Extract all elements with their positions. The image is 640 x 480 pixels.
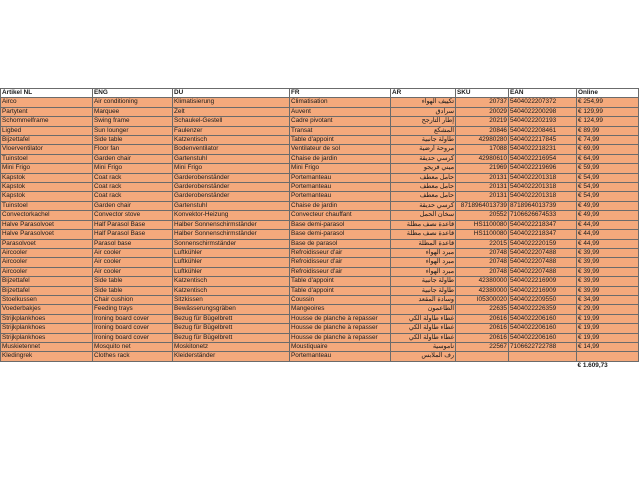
cell-du: Kleiderständer (173, 352, 290, 361)
cell-du: Moskitonetz (173, 342, 290, 351)
cell-artikel-nl: Strijkplankhoes (1, 324, 93, 333)
table-row (1, 286, 639, 295)
cell-eng: Half Parasol Base (93, 220, 173, 229)
cell-eng: Clothes rack (93, 352, 173, 361)
cell-online: € 39,99 (577, 267, 639, 276)
cell-sku: 20552 (456, 211, 509, 220)
cell-sku: 22015 (456, 239, 509, 248)
column-header-du: DU (173, 89, 290, 98)
header-row (1, 89, 639, 98)
cell-du: Bodenventilator (173, 145, 290, 154)
cell-sku: 42980280 (456, 136, 509, 145)
table-row (1, 324, 639, 333)
cell-ar: مبرد الهواء (391, 258, 456, 267)
cell-artikel-nl: Bijzettafel (1, 277, 93, 286)
cell-eng: Coat rack (93, 173, 173, 182)
cell-ar: غطاء طاولة الكي (391, 314, 456, 323)
cell-ean: 5404022200298 (509, 107, 577, 116)
cell-eng: Side table (93, 286, 173, 295)
table-row (1, 239, 639, 248)
cell-du: Klimatisierung (173, 98, 290, 107)
cell-du: Halber Sonnenschirmständer (173, 230, 290, 239)
cell-online: € 69,99 (577, 145, 639, 154)
cell-online: € 49,99 (577, 201, 639, 210)
cell-du: Katzentisch (173, 277, 290, 286)
cell-online: € 54,99 (577, 192, 639, 201)
table-row (1, 154, 639, 163)
table-body (1, 98, 639, 361)
cell-eng: Side table (93, 277, 173, 286)
cell-ean: 5404022216909 (509, 286, 577, 295)
cell-fr: Housse de planche à repasser (290, 314, 391, 323)
cell-du: Katzentisch (173, 136, 290, 145)
cell-ar: طاولة جانبية (391, 277, 456, 286)
column-header-fr: FR (290, 89, 391, 98)
cell-ar: كرسي حديقة (391, 201, 456, 210)
cell-du: Gartenstuhl (173, 201, 290, 210)
cell-artikel-nl: Stoelkussen (1, 295, 93, 304)
cell-ar: حامل معطف (391, 173, 456, 182)
cell-ean: 5404022216909 (509, 277, 577, 286)
cell-eng: Floor fan (93, 145, 173, 154)
cell-eng: Swing frame (93, 117, 173, 126)
cell-ar: سخان الحمل (391, 211, 456, 220)
cell-online: € 59,99 (577, 164, 639, 173)
cell-fr: Base demi-parasol (290, 230, 391, 239)
cell-online: € 89,99 (577, 126, 639, 135)
table-row (1, 192, 639, 201)
cell-fr: Base demi-parasol (290, 220, 391, 229)
cell-sku: 20131 (456, 192, 509, 201)
table-row (1, 248, 639, 257)
cell-ar: الطاعمون (391, 305, 456, 314)
cell-eng: Chair cushion (93, 295, 173, 304)
cell-fr: Auvent (290, 107, 391, 116)
cell-sku (456, 352, 509, 361)
cell-fr: Climatisation (290, 98, 391, 107)
cell-fr: Coussin (290, 295, 391, 304)
cell-du: Bezug für Bügelbrett (173, 324, 290, 333)
table-row (1, 164, 639, 173)
cell-artikel-nl: Aircooler (1, 267, 93, 276)
table-row (1, 117, 639, 126)
cell-online: € 44,99 (577, 220, 639, 229)
cell-online: € 14,99 (577, 342, 639, 351)
cell-online: € 39,99 (577, 286, 639, 295)
cell-du: Garderobenständer (173, 192, 290, 201)
cell-fr: Chaise de jardin (290, 201, 391, 210)
cell-fr: Portemanteau (290, 192, 391, 201)
cell-online: € 19,99 (577, 333, 639, 342)
cell-fr: Transat (290, 126, 391, 135)
cell-online: € 39,99 (577, 277, 639, 286)
cell-du: Garderobenständer (173, 173, 290, 182)
cell-ean: 5404022207488 (509, 248, 577, 257)
cell-ar: غطاء طاولة الكي (391, 333, 456, 342)
cell-fr: Housse de planche à repasser (290, 333, 391, 342)
cell-eng: Air cooler (93, 248, 173, 257)
cell-fr: Table d'appoint (290, 277, 391, 286)
cell-ean: 5404022201318 (509, 183, 577, 192)
cell-online: € 54,99 (577, 183, 639, 192)
cell-online: € 74,99 (577, 136, 639, 145)
cell-ean: 5404022207488 (509, 267, 577, 276)
cell-sku: 20131 (456, 183, 509, 192)
cell-artikel-nl: Schommelframe (1, 117, 93, 126)
cell-ar: غطاء طاولة الكي (391, 324, 456, 333)
cell-sku: 20616 (456, 333, 509, 342)
cell-sku: 20219 (456, 117, 509, 126)
cell-du: Luftkühler (173, 248, 290, 257)
cell-sku: I05300020 (456, 295, 509, 304)
cell-du: Garderobenständer (173, 183, 290, 192)
cell-ean: 5404022206160 (509, 333, 577, 342)
cell-fr: Convecteur chauffant (290, 211, 391, 220)
cell-du: Sonnenschirmständer (173, 239, 290, 248)
cell-ean: 5404022202193 (509, 117, 577, 126)
cell-artikel-nl: Vloerventilator (1, 145, 93, 154)
total-row (1, 361, 639, 370)
column-header-artikel-nl: Artikel NL (1, 89, 93, 98)
cell-du: Gartenstuhl (173, 154, 290, 163)
table-row (1, 107, 639, 116)
cell-ean: 8718964013739 (509, 201, 577, 210)
cell-ean: 5404022207488 (509, 258, 577, 267)
cell-du: Katzentisch (173, 286, 290, 295)
cell-ean: 5404022218347 (509, 230, 577, 239)
cell-sku: 17088 (456, 145, 509, 154)
cell-sku: 21969 (456, 164, 509, 173)
total-spacer (1, 361, 577, 370)
cell-sku: 20616 (456, 324, 509, 333)
cell-fr: Refroidisseur d'air (290, 248, 391, 257)
cell-sku: 22567 (456, 342, 509, 351)
cell-du: Luftkühler (173, 258, 290, 267)
cell-fr: Table d'appoint (290, 136, 391, 145)
cell-artikel-nl: Ligbed (1, 126, 93, 135)
table-row (1, 145, 639, 154)
cell-ar: إطار التأرجح (391, 117, 456, 126)
cell-fr: Portemanteau (290, 183, 391, 192)
cell-artikel-nl: Kapstok (1, 173, 93, 182)
cell-eng: Air cooler (93, 258, 173, 267)
column-header-ean: EAN (509, 89, 577, 98)
cell-artikel-nl: Partytent (1, 107, 93, 116)
cell-online: € 254,99 (577, 98, 639, 107)
cell-online: € 44,99 (577, 230, 639, 239)
cell-ar: مروحة أرضية (391, 145, 456, 154)
cell-du: Luftkühler (173, 267, 290, 276)
cell-fr: Moustiquaire (290, 342, 391, 351)
cell-ean: 5404022201318 (509, 173, 577, 182)
cell-du: Bezug für Bügelbrett (173, 333, 290, 342)
table-row (1, 333, 639, 342)
table-row (1, 295, 639, 304)
total-value: € 1.609,73 (577, 361, 639, 370)
cell-du: Bezug für Bügelbrett (173, 314, 290, 323)
cell-artikel-nl: Bijzettafel (1, 136, 93, 145)
cell-artikel-nl: Mini Frigo (1, 164, 93, 173)
cell-du: Zelt (173, 107, 290, 116)
cell-du: Faulenzer (173, 126, 290, 135)
cell-fr: Portemanteau (290, 352, 391, 361)
cell-artikel-nl: Bijzettafel (1, 286, 93, 295)
cell-ean (509, 352, 577, 361)
cell-eng: Garden chair (93, 201, 173, 210)
cell-online: € 39,99 (577, 248, 639, 257)
cell-eng: Half Parasol Base (93, 230, 173, 239)
table-row (1, 258, 639, 267)
cell-eng: Feeding trays (93, 305, 173, 314)
cell-artikel-nl: Tuinstoel (1, 154, 93, 163)
cell-ean: 7106622722788 (509, 342, 577, 351)
cell-fr: Cadre pivotant (290, 117, 391, 126)
cell-ean: 5404022218231 (509, 145, 577, 154)
cell-sku: 20846 (456, 126, 509, 135)
cell-du: Bewässerungsgräben (173, 305, 290, 314)
cell-ean: 5404022209550 (509, 295, 577, 304)
cell-online: € 49,99 (577, 211, 639, 220)
cell-ar: طاولة جانبية (391, 136, 456, 145)
cell-online: € 19,99 (577, 314, 639, 323)
table-row (1, 98, 639, 107)
cell-ar: كرسي حديقة (391, 154, 456, 163)
cell-artikel-nl: Aircooler (1, 248, 93, 257)
table-row (1, 183, 639, 192)
cell-eng: Side table (93, 136, 173, 145)
cell-eng: Air cooler (93, 267, 173, 276)
cell-ean: 5404022226359 (509, 305, 577, 314)
cell-ar: حامل معطف (391, 192, 456, 201)
cell-eng: Mini Frigo (93, 164, 173, 173)
cell-ar: مبرد الهواء (391, 248, 456, 257)
cell-online: € 29,99 (577, 305, 639, 314)
cell-du: Halber Sonnenschirmständer (173, 220, 290, 229)
cell-artikel-nl: Halve Parasolvoet (1, 220, 93, 229)
cell-sku: 20748 (456, 267, 509, 276)
cell-artikel-nl: Strijkplankhoes (1, 314, 93, 323)
cell-ean: 5404022201318 (509, 192, 577, 201)
cell-sku: 42980610 (456, 154, 509, 163)
cell-sku: 20131 (456, 173, 509, 182)
cell-du: Mini Frigo (173, 164, 290, 173)
cell-sku: 22635 (456, 305, 509, 314)
table-row (1, 136, 639, 145)
table-row (1, 305, 639, 314)
cell-eng: Ironing board cover (93, 314, 173, 323)
cell-online: € 19,99 (577, 324, 639, 333)
cell-ean: 5404022219696 (509, 164, 577, 173)
cell-du: Sitzkissen (173, 295, 290, 304)
cell-ar: ميني فريجو (391, 164, 456, 173)
cell-fr: Mangeoires (290, 305, 391, 314)
cell-artikel-nl: Halve Parasolvoet (1, 230, 93, 239)
table-row (1, 126, 639, 135)
cell-fr: Table d'appoint (290, 286, 391, 295)
cell-eng: Parasol base (93, 239, 173, 248)
table-row (1, 342, 639, 351)
cell-eng: Ironing board cover (93, 333, 173, 342)
cell-ar: ناموسية (391, 342, 456, 351)
table-row (1, 230, 639, 239)
cell-eng: Air conditioning (93, 98, 173, 107)
cell-fr: Chaise de jardin (290, 154, 391, 163)
cell-ar: سرادق (391, 107, 456, 116)
cell-ean: 7106626674533 (509, 211, 577, 220)
table-row (1, 201, 639, 210)
cell-artikel-nl: Aircooler (1, 258, 93, 267)
cell-artikel-nl: Kapstok (1, 183, 93, 192)
cell-eng: Mosquito net (93, 342, 173, 351)
cell-sku: HS1100080 (456, 220, 509, 229)
table-row (1, 173, 639, 182)
cell-ean: 5404022218347 (509, 220, 577, 229)
cell-sku: 42380000 (456, 277, 509, 286)
cell-ean: 5404022206160 (509, 314, 577, 323)
cell-eng: Coat rack (93, 192, 173, 201)
table-row (1, 220, 639, 229)
cell-eng: Coat rack (93, 183, 173, 192)
cell-artikel-nl: Tuinstoel (1, 201, 93, 210)
cell-fr: Housse de planche à repasser (290, 324, 391, 333)
table-row (1, 267, 639, 276)
cell-artikel-nl: Strijkplankhoes (1, 333, 93, 342)
cell-ar: مبرد الهواء (391, 267, 456, 276)
cell-online: € 34,99 (577, 295, 639, 304)
cell-online (577, 352, 639, 361)
cell-online: € 44,99 (577, 239, 639, 248)
cell-du: Schaukel-Gestell (173, 117, 290, 126)
cell-sku: 20029 (456, 107, 509, 116)
cell-artikel-nl: Kledingrek (1, 352, 93, 361)
cell-ean: 5404022207372 (509, 98, 577, 107)
column-header-eng: ENG (93, 89, 173, 98)
cell-fr: Portemanteau (290, 173, 391, 182)
table-row (1, 277, 639, 286)
cell-sku: 8718964013739 (456, 201, 509, 210)
cell-sku: HS1100080 (456, 230, 509, 239)
product-table (0, 88, 639, 370)
cell-ar: رف الملابس (391, 352, 456, 361)
cell-ar: حامل معطف (391, 183, 456, 192)
cell-online: € 54,99 (577, 173, 639, 182)
cell-fr: Refroidisseur d'air (290, 258, 391, 267)
cell-ar: قاعدة نصف مظلة (391, 220, 456, 229)
cell-eng: Marquee (93, 107, 173, 116)
cell-ean: 5404022206160 (509, 324, 577, 333)
cell-ar: وسادة المقعد (391, 295, 456, 304)
cell-fr: Refroidisseur d'air (290, 267, 391, 276)
cell-fr: Mini Frigo (290, 164, 391, 173)
cell-ar: المشكع (391, 126, 456, 135)
cell-du: Konvektor-Heizung (173, 211, 290, 220)
cell-online: € 124,99 (577, 117, 639, 126)
cell-artikel-nl: Kapstok (1, 192, 93, 201)
cell-sku: 20748 (456, 248, 509, 257)
cell-online: € 39,99 (577, 258, 639, 267)
cell-sku: 20737 (456, 98, 509, 107)
cell-artikel-nl: Convectorkachel (1, 211, 93, 220)
cell-ean: 5404022217845 (509, 136, 577, 145)
table-row (1, 211, 639, 220)
cell-ean: 5404022216954 (509, 154, 577, 163)
cell-ean: 5404022208461 (509, 126, 577, 135)
table-row (1, 314, 639, 323)
cell-ean: 5404022220159 (509, 239, 577, 248)
cell-artikel-nl: Parasolvoet (1, 239, 93, 248)
cell-eng: Ironing board cover (93, 324, 173, 333)
cell-artikel-nl: Muskietennet (1, 342, 93, 351)
cell-online: € 64,99 (577, 154, 639, 163)
cell-sku: 20616 (456, 314, 509, 323)
cell-sku: 42380000 (456, 286, 509, 295)
cell-artikel-nl: Airco (1, 98, 93, 107)
cell-eng: Convector stove (93, 211, 173, 220)
cell-sku: 20748 (456, 258, 509, 267)
cell-eng: Sun lounger (93, 126, 173, 135)
column-header-sku: SKU (456, 89, 509, 98)
cell-fr: Base de parasol (290, 239, 391, 248)
cell-ar: طاولة جانبية (391, 286, 456, 295)
cell-fr: Ventilateur de sol (290, 145, 391, 154)
cell-ar: قاعدة المظلة (391, 239, 456, 248)
cell-online: € 129,99 (577, 107, 639, 116)
table-row (1, 352, 639, 361)
cell-ar: قاعدة نصف مظلة (391, 230, 456, 239)
cell-ar: تكييف الهواء (391, 98, 456, 107)
cell-artikel-nl: Voederbakjes (1, 305, 93, 314)
column-header-online: Online (577, 89, 639, 98)
cell-eng: Garden chair (93, 154, 173, 163)
column-header-ar: AR (391, 89, 456, 98)
